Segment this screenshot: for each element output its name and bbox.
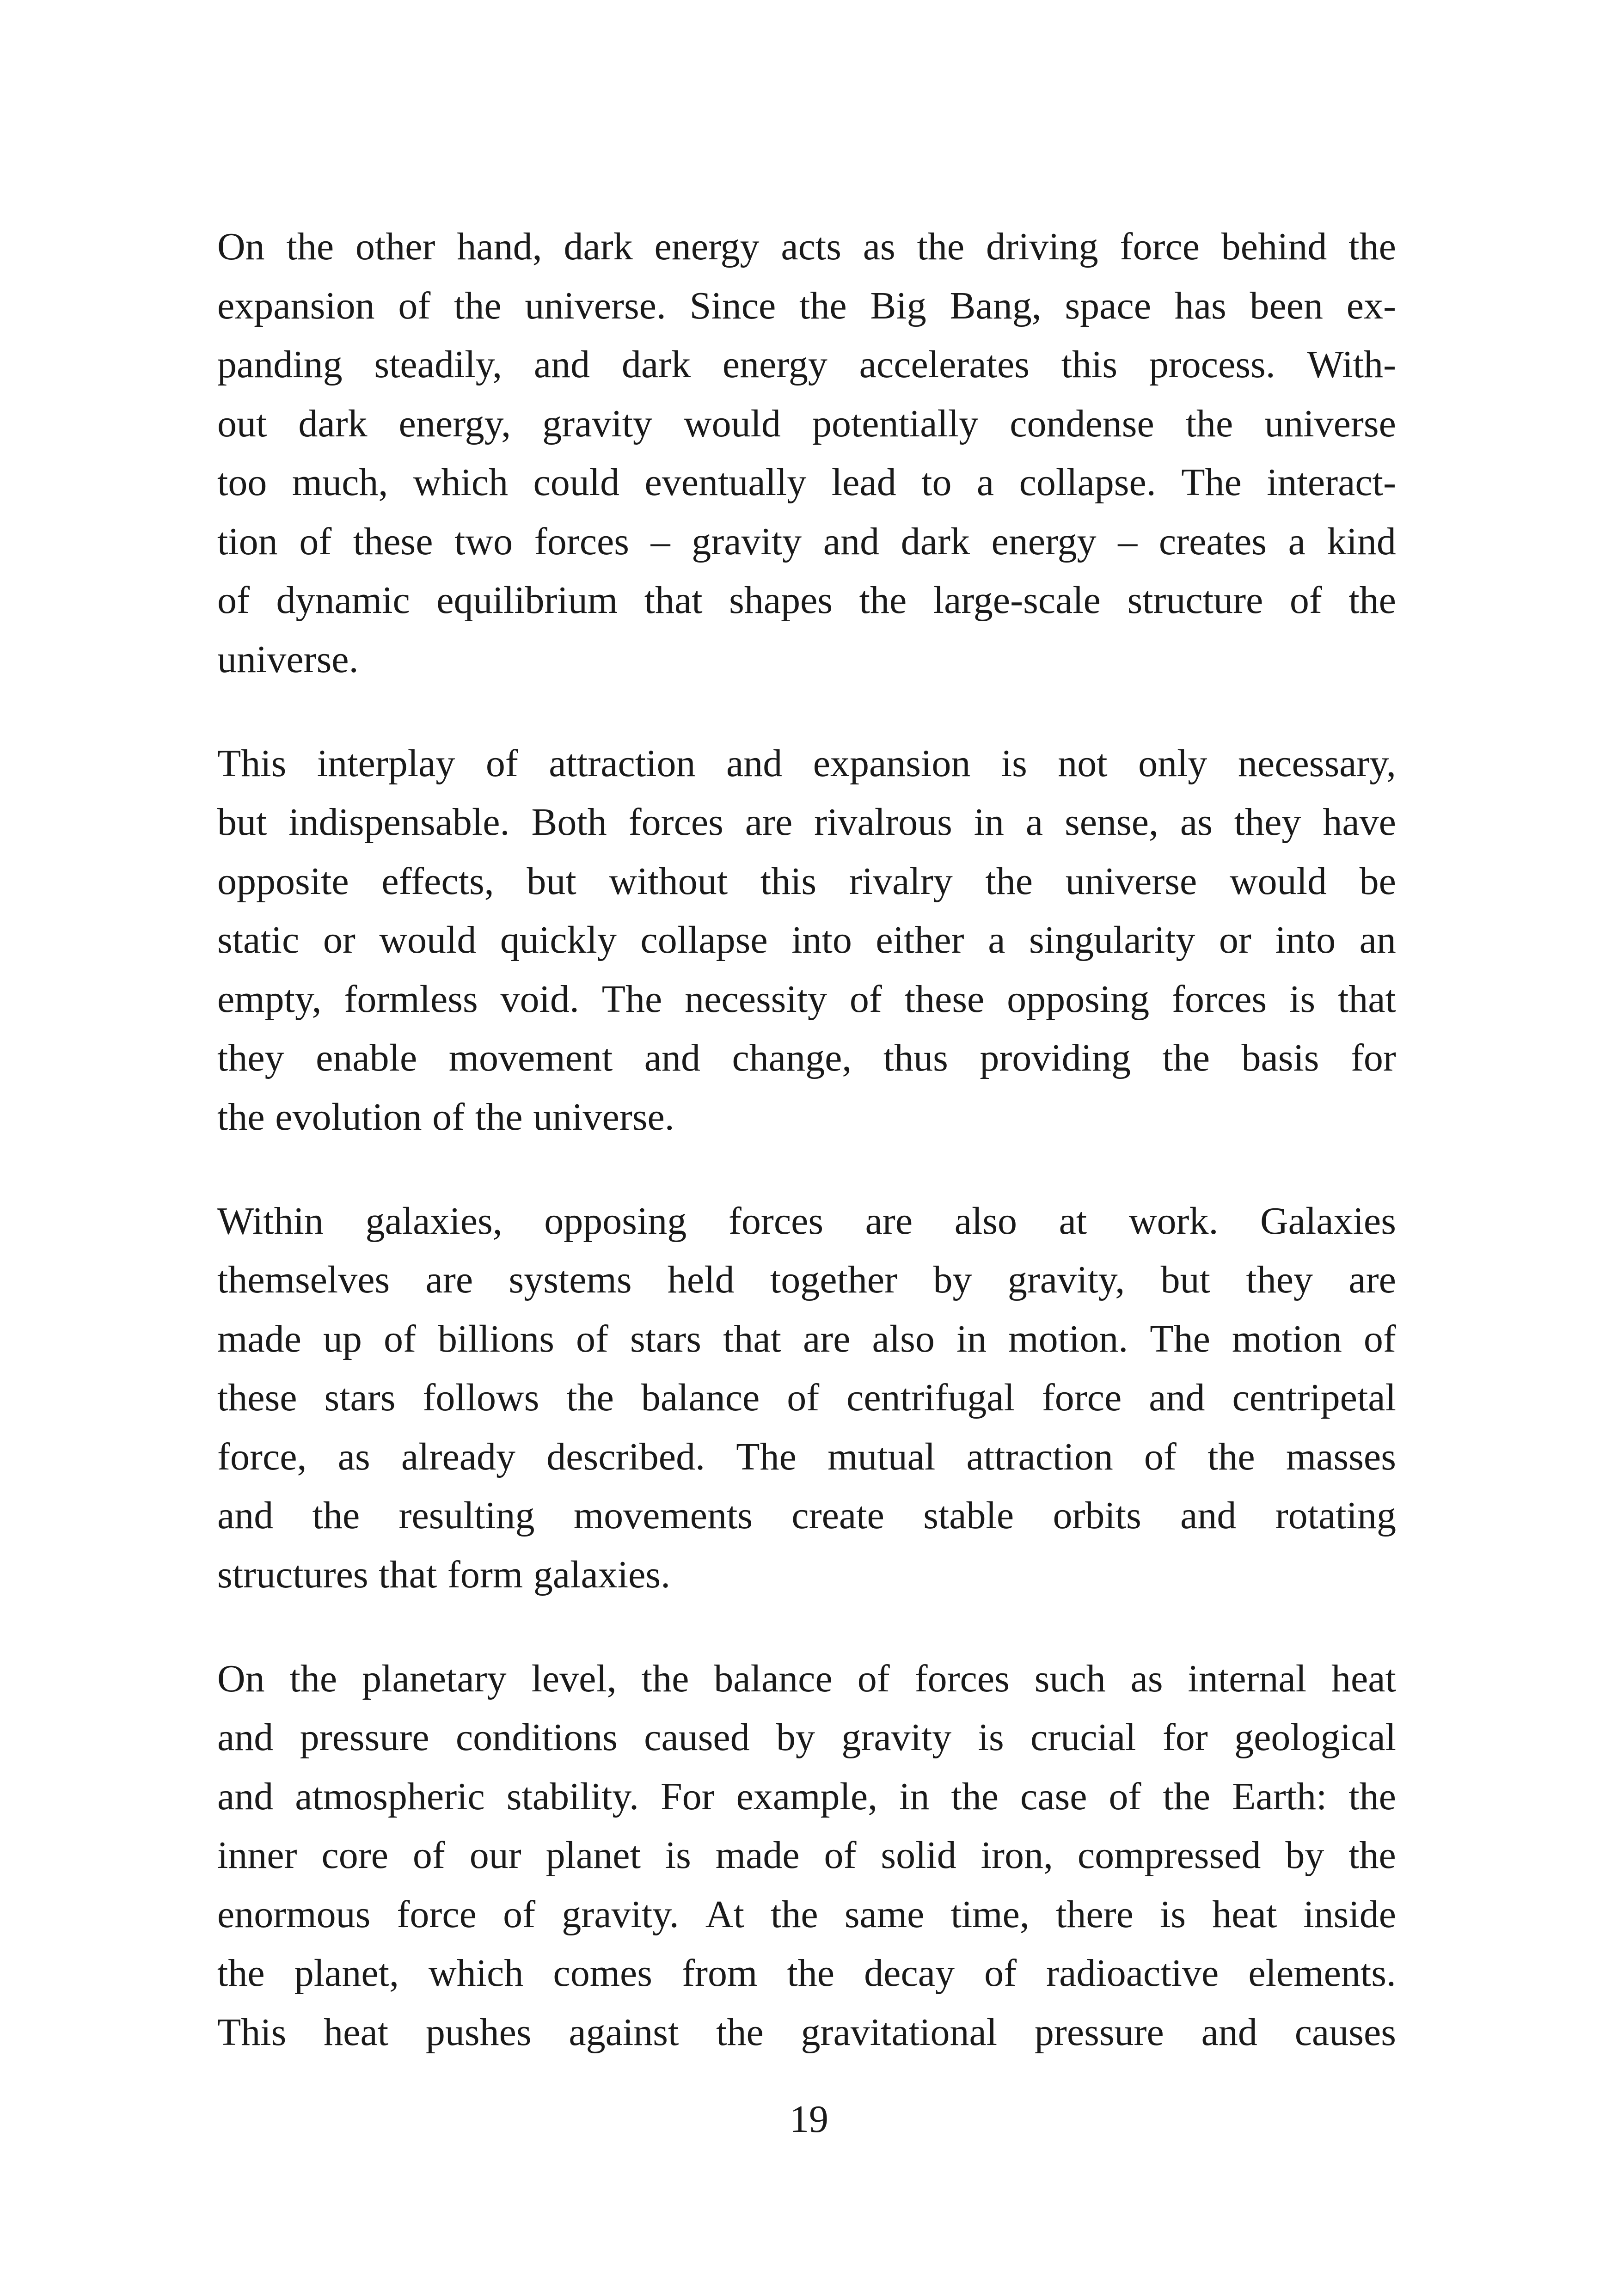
text-line: universe. xyxy=(217,637,359,681)
page-number: 19 xyxy=(790,2098,828,2141)
text-line: force, as already described. The mutual attraction of the masses xyxy=(217,1435,1396,1478)
text-line: On the other hand, dark energy acts as the driving force behind the xyxy=(217,225,1396,268)
paragraph xyxy=(217,1192,1396,1604)
text-line: and the resulting movements create stable orbits and rotating xyxy=(217,1494,1396,1537)
text-line: the evolution of the universe. xyxy=(217,1095,674,1139)
text-line: of dynamic equilibrium that shapes the large-scale structure of the xyxy=(217,579,1396,622)
text-line: they enable movement and change, thus providing the basis for xyxy=(217,1036,1396,1079)
text-line: and pressure conditions caused by gravity is crucial for geological xyxy=(217,1716,1396,1759)
text-line: static or would quickly collapse into either a singularity or into an xyxy=(217,918,1396,961)
text-line: but indispensable. Both forces are rivalrous in a sense, as they have xyxy=(217,801,1396,844)
paragraph-gap xyxy=(217,689,1396,734)
paragraph xyxy=(217,1649,1396,2062)
body-text xyxy=(217,217,1396,2062)
text-line: too much, which could eventually lead to a collapse. The interact- xyxy=(217,461,1396,504)
paragraph-gap xyxy=(217,1146,1396,1192)
text-line: structures that form galaxies. xyxy=(217,1553,671,1596)
text-line: Within galaxies, opposing forces are also at work. Galaxies xyxy=(217,1199,1396,1243)
paragraph xyxy=(217,734,1396,1147)
text-line: This heat pushes against the gravitational pressure and causes xyxy=(217,2010,1396,2054)
text-line: expansion of the universe. Since the Big Bang, space has been ex- xyxy=(217,284,1396,327)
text-line: these stars follows the balance of centrifugal force and centripetal xyxy=(217,1376,1396,1419)
text-line: empty, formless void. The necessity of these opposing forces is that xyxy=(217,977,1396,1021)
text-line: tion of these two forces – gravity and dark energy – creates a kind xyxy=(217,520,1396,563)
text-line: and atmospheric stability. For example, in the case of the Earth: the xyxy=(217,1775,1396,1818)
text-line: This interplay of attraction and expansion is not only necessary, xyxy=(217,741,1396,785)
text-line: out dark energy, gravity would potentially condense the universe xyxy=(217,402,1396,445)
paragraph xyxy=(217,217,1396,689)
text-line: themselves are systems held together by gravity, but they are xyxy=(217,1258,1396,1301)
text-line: enormous force of gravity. At the same time, there is heat inside xyxy=(217,1892,1396,1936)
text-line: panding steadily, and dark energy accelerates this process. With- xyxy=(217,343,1396,386)
text-line: opposite effects, but without this rivalry the universe would be xyxy=(217,859,1396,903)
text-line: On the planetary level, the balance of forces such as internal heat xyxy=(217,1657,1396,1700)
text-line: made up of billions of stars that are also in motion. The motion of xyxy=(217,1317,1396,1360)
paragraph-gap xyxy=(217,1604,1396,1649)
text-line: the planet, which comes from the decay of radioactive elements. xyxy=(217,1952,1396,1995)
text-line: inner core of our planet is made of solid iron, compressed by the xyxy=(217,1834,1396,1877)
